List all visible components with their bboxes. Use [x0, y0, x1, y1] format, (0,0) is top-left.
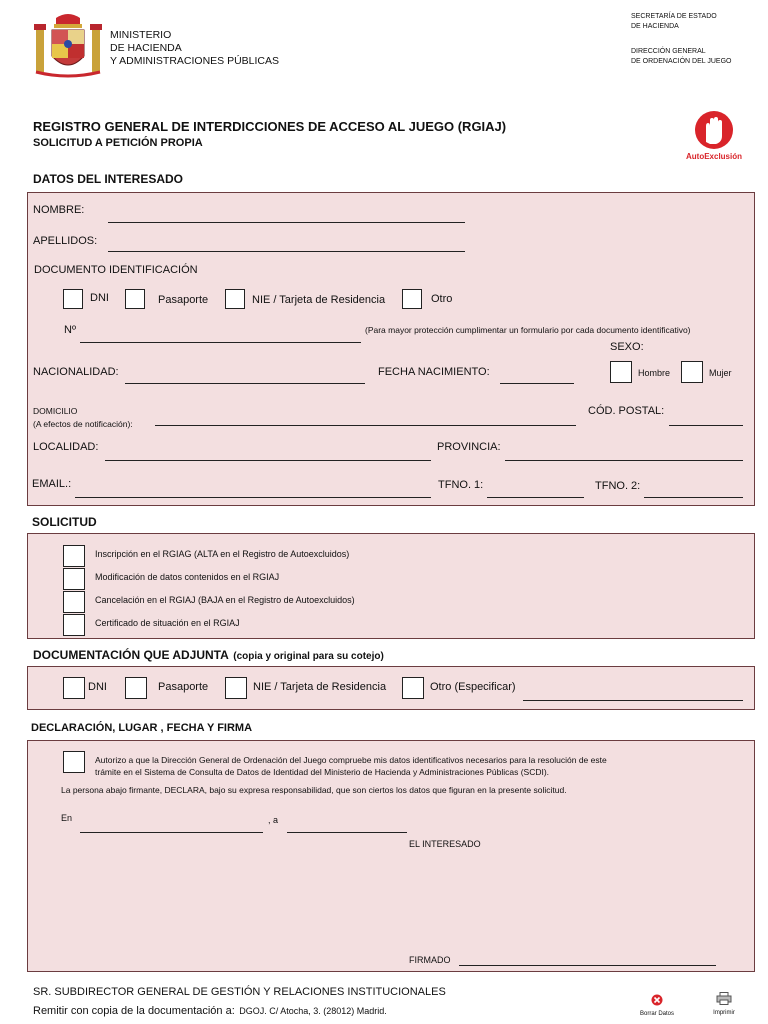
fecha-field[interactable] — [287, 832, 407, 833]
nacionalidad-field[interactable] — [125, 383, 365, 384]
autorizo-text-1: Autorizo a que la Dirección General de Ordenación del Juego compruebe mis datos identificativos necesarios para la resolución de este — [95, 755, 607, 765]
imprimir-label: Imprimir — [713, 1010, 735, 1016]
domicilio-label: DOMICILIO — [33, 406, 78, 416]
footer-address — [33, 1001, 387, 1019]
adj-pasaporte-checkbox[interactable] — [125, 677, 147, 699]
footer-recipient: SR. SUBDIRECTOR GENERAL DE GESTIÓN Y RELACIONES INSTITUCIONALES — [33, 986, 446, 998]
provincia-field[interactable] — [505, 460, 743, 461]
firma-field[interactable] — [459, 965, 716, 966]
documentacion-heading — [33, 646, 384, 664]
hombre-label: Hombre — [638, 368, 671, 378]
alta-checkbox[interactable] — [63, 545, 85, 567]
autoexclusion-label: AutoExclusión — [686, 152, 743, 161]
documentacion-note: (copia y original para su cotejo) — [233, 651, 384, 662]
cancelacion-checkbox[interactable] — [63, 591, 85, 613]
mujer-checkbox[interactable] — [681, 361, 703, 383]
adj-dni-label: DNI — [88, 681, 107, 693]
dni-checkbox[interactable] — [63, 289, 83, 309]
provincia-label: PROVINCIA: — [437, 441, 501, 453]
certificado-checkbox[interactable] — [63, 614, 85, 636]
adj-otro-label: Otro (Especificar) — [430, 681, 516, 693]
adj-nie-label: NIE / Tarjeta de Residencia — [253, 681, 387, 693]
documentacion-title: DOCUMENTACIÓN QUE ADJUNTA — [33, 648, 229, 662]
datos-section — [27, 192, 755, 506]
tfno1-label: TFNO. 1: — [438, 479, 484, 491]
cod-postal-field[interactable] — [669, 425, 743, 426]
lugar-field[interactable] — [80, 832, 263, 833]
adj-pasaporte-label: Pasaporte — [158, 681, 209, 693]
domicilio-field[interactable] — [155, 425, 576, 426]
coat-of-arms-logo — [32, 10, 104, 80]
page-subtitle: SOLICITUD A PETICIÓN PROPIA — [33, 137, 203, 149]
pasaporte-checkbox[interactable] — [125, 289, 145, 309]
tfno2-label: TFNO. 2: — [595, 480, 641, 492]
doc-ident-label: DOCUMENTO IDENTIFICACIÓN — [34, 264, 198, 276]
cancelacion-label: Cancelación en el RGIAJ (BAJA en el Registro de Autoexcluidos) — [95, 595, 355, 605]
footer-dgoj: DGOJ. C/ Atocha, 3. (28012) Madrid. — [239, 1006, 387, 1016]
tfno1-field[interactable] — [487, 497, 584, 498]
declara-text: La persona abajo firmante, DECLARA, bajo su expresa responsabilidad, que son ciertos los datos que figuran en la presente solicitud. — [61, 785, 567, 795]
autorizo-checkbox[interactable] — [63, 751, 85, 773]
nacionalidad-label: NACIONALIDAD: — [33, 366, 119, 378]
ministry-name: MINISTERIO DE HACIENDA Y ADMINISTRACIONES PÚBLICAS — [110, 29, 280, 67]
nie-checkbox[interactable] — [225, 289, 245, 309]
direccion-label: DIRECCIÓN GENERAL DE ORDENACIÓN DEL JUEGO — [631, 48, 732, 65]
a-label: , a — [268, 815, 279, 825]
dni-label: DNI — [90, 292, 109, 304]
secretaria-label: SECRETARÍA DE ESTADO DE HACIENDA — [631, 13, 717, 30]
cod-postal-label: CÓD. POSTAL: — [588, 405, 665, 417]
imprimir-button[interactable] — [706, 992, 742, 1016]
documentacion-section — [27, 666, 755, 710]
pasaporte-label: Pasaporte — [158, 294, 209, 306]
numero-field[interactable] — [80, 342, 361, 343]
nombre-field[interactable] — [108, 222, 465, 223]
apellidos-field[interactable] — [108, 251, 465, 252]
numero-label: Nº — [64, 324, 76, 336]
printer-icon — [716, 992, 732, 1005]
domicilio-note: (A efectos de notificación): — [33, 419, 133, 429]
solicitud-section — [27, 533, 755, 639]
hombre-checkbox[interactable] — [610, 361, 632, 383]
doc-note: (Para mayor protección cumplimentar un formulario por cada documento identificativo) — [365, 325, 691, 335]
apellidos-label: APELLIDOS: — [33, 235, 98, 247]
autorizo-text-2: trámite en el Sistema de Consulta de Datos de Identidad del Ministerio de Hacienda y Administraciones Públicas (SCDI). — [95, 767, 550, 777]
email-field[interactable] — [75, 497, 431, 498]
alta-label: Inscripción en el RGIAG (ALTA en el Registro de Autoexcluidos) — [95, 549, 350, 559]
adj-nie-checkbox[interactable] — [225, 677, 247, 699]
tfno2-field[interactable] — [644, 497, 743, 498]
certificado-label: Certificado de situación en el RGIAJ — [95, 618, 240, 628]
interesado-label: EL INTERESADO — [409, 839, 481, 849]
otro-label: Otro — [431, 293, 453, 305]
localidad-label: LOCALIDAD: — [33, 441, 99, 453]
en-label: En — [61, 813, 73, 823]
clear-icon — [651, 994, 663, 1006]
email-label: EMAIL.: — [32, 478, 72, 490]
adj-dni-checkbox[interactable] — [63, 677, 85, 699]
modificacion-label: Modificación de datos contenidos en el RGIAJ — [95, 572, 280, 582]
autoexclusion-logo — [686, 110, 742, 166]
page-title: REGISTRO GENERAL DE INTERDICCIONES DE ACCESO AL JUEGO (RGIAJ) — [33, 119, 507, 134]
fecha-nac-field[interactable] — [500, 383, 574, 384]
borrar-datos-label: Borrar Datos — [639, 1011, 674, 1017]
modificacion-checkbox[interactable] — [63, 568, 85, 590]
nombre-label: NOMBRE: — [33, 204, 85, 216]
localidad-field[interactable] — [105, 460, 431, 461]
otro-checkbox[interactable] — [402, 289, 422, 309]
fecha-nac-label: FECHA NACIMIENTO: — [378, 366, 490, 378]
datos-heading: DATOS DEL INTERESADO — [33, 172, 184, 186]
firmado-label: FIRMADO — [409, 955, 451, 965]
mujer-label: Mujer — [709, 368, 732, 378]
solicitud-heading: SOLICITUD — [32, 515, 97, 529]
adj-otro-checkbox[interactable] — [402, 677, 424, 699]
footer-remitir: Remitir con copia de la documentación a: — [33, 1005, 235, 1017]
nie-label: NIE / Tarjeta de Residencia — [252, 294, 386, 306]
borrar-datos-button[interactable] — [636, 993, 678, 1017]
adj-otro-field[interactable] — [523, 700, 743, 701]
sexo-label: SEXO: — [610, 341, 644, 353]
declaracion-section — [27, 740, 755, 972]
declaracion-heading: DECLARACIÓN, LUGAR , FECHA Y FIRMA — [31, 722, 253, 734]
